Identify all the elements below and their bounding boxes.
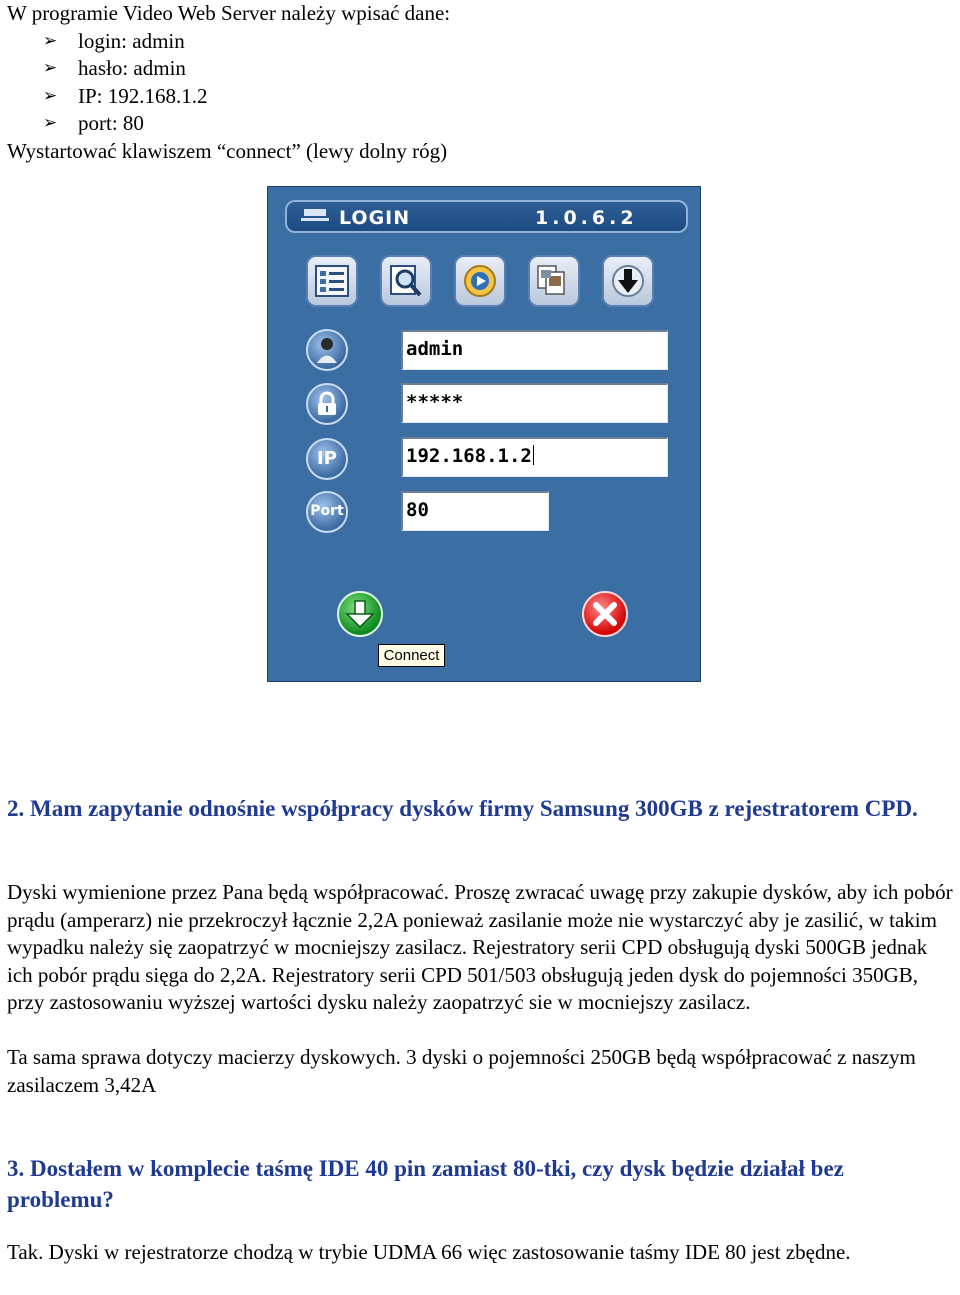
download-button[interactable] — [602, 255, 654, 307]
intro-section — [7, 0, 947, 165]
media-button[interactable] — [454, 255, 506, 307]
media-icon — [462, 263, 498, 299]
port-field[interactable]: 80 — [401, 491, 549, 531]
q3-answer: Tak. Dyski w rejestratorze chodzą w trybie UDMA 66 więc zastosowanie taśmy IDE 80 jest zbędne. — [7, 1240, 851, 1264]
login-field[interactable]: admin — [401, 330, 668, 370]
close-icon — [584, 593, 626, 635]
photos-icon — [536, 264, 572, 298]
cancel-button[interactable] — [582, 591, 628, 637]
list-icon — [315, 265, 349, 297]
ip-value: 192.168.1.2 — [406, 445, 532, 467]
list-item: ➢ port: 80 — [7, 110, 947, 138]
network-icon — [301, 209, 329, 223]
q2-answer: Dyski wymienione przez Pana będą współpracować. Proszę zwracać uwagę przy zakupie dysków, aby ich pobór prądu (amperarz) nie przekroczył łącznie 2,2A ponieważ zasilanie może nie wystarczyć aby je zasilić, w takim wypadku należy się zaopatrzyć w mocniejszy zasilacz. Rejestratory serii CPD obsługują dyski 500GB jednak ich pobór prądu sięga do 2,2A. Rejestratory serii CPD 501/503 obsługują jeden dysk do pojemności 350GB, przy zastosowaniu wyższej wartości dysku należy zaopatrzyć sie w mocniejszy zasilacz. — [7, 880, 953, 1014]
connect-tooltip: Connect — [378, 644, 445, 667]
ip-field[interactable] — [401, 437, 668, 477]
password-field[interactable]: ***** — [401, 383, 668, 423]
intro-after: Wystartować klawiszem “connect” (lewy dolny róg) — [7, 138, 448, 163]
arrow-bullet-icon: ➢ — [43, 113, 58, 133]
list-item: ➢ login: admin — [7, 28, 947, 56]
download-arrow-icon — [339, 593, 381, 635]
list-button[interactable] — [306, 255, 358, 307]
login-title: LOGIN — [339, 207, 411, 229]
q2-answer-2: Ta sama sprawa dotyczy macierzy dyskowych. 3 dyski o pojemności 250GB będą współpracować z naszym zasilaczem 3,42A — [7, 1045, 916, 1097]
intro-lead: W programie Video Web Server należy wpisać dane: — [7, 1, 451, 25]
ip-icon: IP — [306, 438, 348, 480]
text-caret — [533, 445, 534, 465]
search-button[interactable] — [380, 255, 432, 307]
credentials-list — [7, 28, 947, 138]
download-icon — [610, 263, 646, 299]
connect-button[interactable] — [337, 591, 383, 637]
q2-heading: 2. Mam zapytanie odnośnie współpracy dysków firmy Samsung 300GB z rejestratorem CPD. — [7, 796, 918, 821]
list-item: ➢ IP: 192.168.1.2 — [7, 83, 947, 111]
search-icon — [388, 263, 424, 299]
arrow-bullet-icon: ➢ — [43, 30, 58, 51]
lock-icon — [306, 383, 348, 425]
arrow-bullet-icon: ➢ — [43, 58, 58, 78]
user-icon — [306, 329, 348, 371]
login-window — [267, 186, 701, 682]
photos-button[interactable] — [528, 255, 580, 307]
list-item: ➢ hasło: admin — [7, 55, 947, 83]
arrow-bullet-icon: ➢ — [43, 85, 58, 106]
login-titlebar — [285, 200, 688, 233]
login-version: 1.0.6.2 — [535, 207, 638, 229]
port-icon: Port — [306, 491, 348, 533]
q3-heading: 3. Dostałem w komplecie taśmę IDE 40 pin zamiast 80-tki, czy dysk będzie działał bez problemu? — [7, 1156, 844, 1212]
